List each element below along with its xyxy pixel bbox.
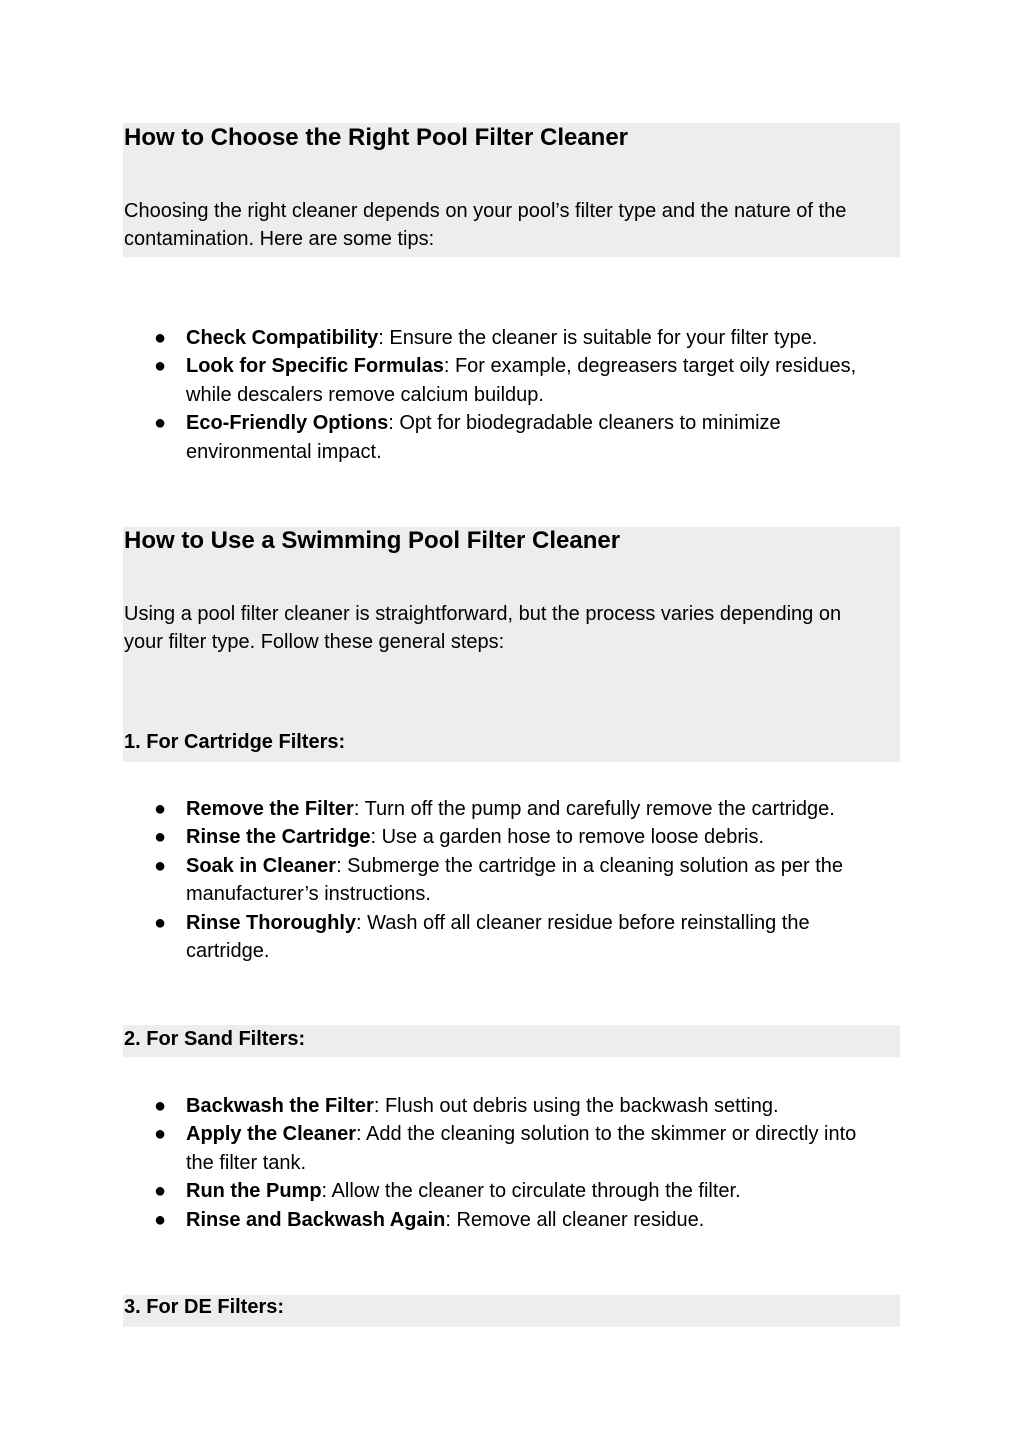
list-item-text: : Ensure the cleaner is suitable for your filter type.: [378, 327, 818, 349]
list-item: [0, 1177, 886, 1205]
bullet-icon: ●: [154, 1180, 167, 1203]
list-item-title: Soak in Cleaner: [186, 854, 337, 877]
bullet-icon: ●: [154, 798, 167, 820]
list-item: [0, 909, 886, 966]
list-item-text-continued: manufacturer’s instructions.: [186, 883, 431, 906]
list-item-text: : For example, degreasers target oily residues,: [443, 355, 857, 378]
list-item-title: Apply the Cleaner: [186, 1123, 357, 1146]
list-item: [0, 852, 886, 909]
use-intro-line-1: Using a pool filter cleaner is straightforward, but the process varies depending on: [124, 603, 842, 625]
list-item-text: : Wash off all cleaner residue before reinstalling the: [356, 911, 810, 934]
use-intro-line-2: your filter type. Follow these general steps:: [124, 631, 505, 654]
list-item-title: Rinse and Backwash Again: [186, 1208, 446, 1231]
bullet-icon: ●: [154, 412, 167, 435]
sand-steps-list: [0, 1092, 886, 1234]
heading-cartridge-filters: 1. For Cartridge Filters:: [124, 731, 346, 753]
list-item-text: : Opt for biodegradable cleaners to minimize: [388, 412, 781, 435]
list-item: [0, 1206, 886, 1234]
list-item: [0, 1120, 886, 1177]
list-item-text: : Submerge the cartridge in a cleaning solution as per the: [336, 854, 844, 877]
bullet-icon: ●: [154, 327, 167, 349]
list-item-text: : Turn off the pump and carefully remove the cartridge.: [353, 798, 835, 820]
bullet-icon: ●: [154, 911, 167, 934]
list-item-text: : Add the cleaning solution to the skimmer or directly into: [356, 1123, 857, 1146]
tips-list: [0, 324, 886, 466]
bullet-icon: ●: [154, 355, 167, 378]
bullet-icon: ●: [154, 1095, 167, 1117]
bullet-icon: ●: [154, 1123, 167, 1146]
list-item: [0, 352, 886, 409]
list-item-title: Remove the Filter: [186, 798, 354, 820]
list-item-title: Rinse the Cartridge: [186, 826, 371, 849]
list-item-text: : Allow the cleaner to circulate through the filter.: [321, 1180, 741, 1203]
choose-intro-line-1: Choosing the right cleaner depends on your pool’s filter type and the nature of the: [124, 200, 847, 222]
list-item: [0, 1092, 886, 1120]
list-item-text-continued: the filter tank.: [186, 1151, 307, 1174]
list-item-text: : Flush out debris using the backwash setting.: [373, 1095, 779, 1117]
bullet-icon: ●: [154, 854, 167, 877]
list-item-title: Backwash the Filter: [186, 1095, 374, 1117]
heading-use-cleaner: How to Use a Swimming Pool Filter Cleaner: [124, 527, 621, 554]
choose-intro-line-2: contamination. Here are some tips:: [124, 228, 435, 251]
list-item: [0, 324, 886, 352]
list-item-title: Check Compatibility: [186, 327, 379, 349]
bullet-icon: ●: [154, 1208, 167, 1231]
list-item-text: : Remove all cleaner residue.: [445, 1208, 705, 1231]
list-item-text-continued: environmental impact.: [186, 440, 382, 463]
list-item-text-continued: cartridge.: [186, 940, 270, 963]
list-item-text: : Use a garden hose to remove loose debris.: [370, 826, 765, 849]
list-item-text-continued: while descalers remove calcium buildup.: [186, 383, 544, 406]
list-item: [0, 409, 886, 466]
bullet-icon: ●: [154, 826, 167, 849]
heading-choose-cleaner: How to Choose the Right Pool Filter Cleaner: [124, 124, 629, 151]
list-item-title: Run the Pump: [186, 1180, 322, 1203]
list-item: [0, 823, 886, 851]
list-item-title: Look for Specific Formulas: [186, 355, 444, 378]
heading-de-filters: 3. For DE Filters:: [124, 1296, 285, 1318]
list-item: [0, 795, 886, 823]
heading-sand-filters: 2. For Sand Filters:: [124, 1028, 306, 1050]
cartridge-steps-list: [0, 795, 886, 965]
list-item-title: Eco-Friendly Options: [186, 412, 389, 435]
list-item-title: Rinse Thoroughly: [186, 911, 356, 934]
